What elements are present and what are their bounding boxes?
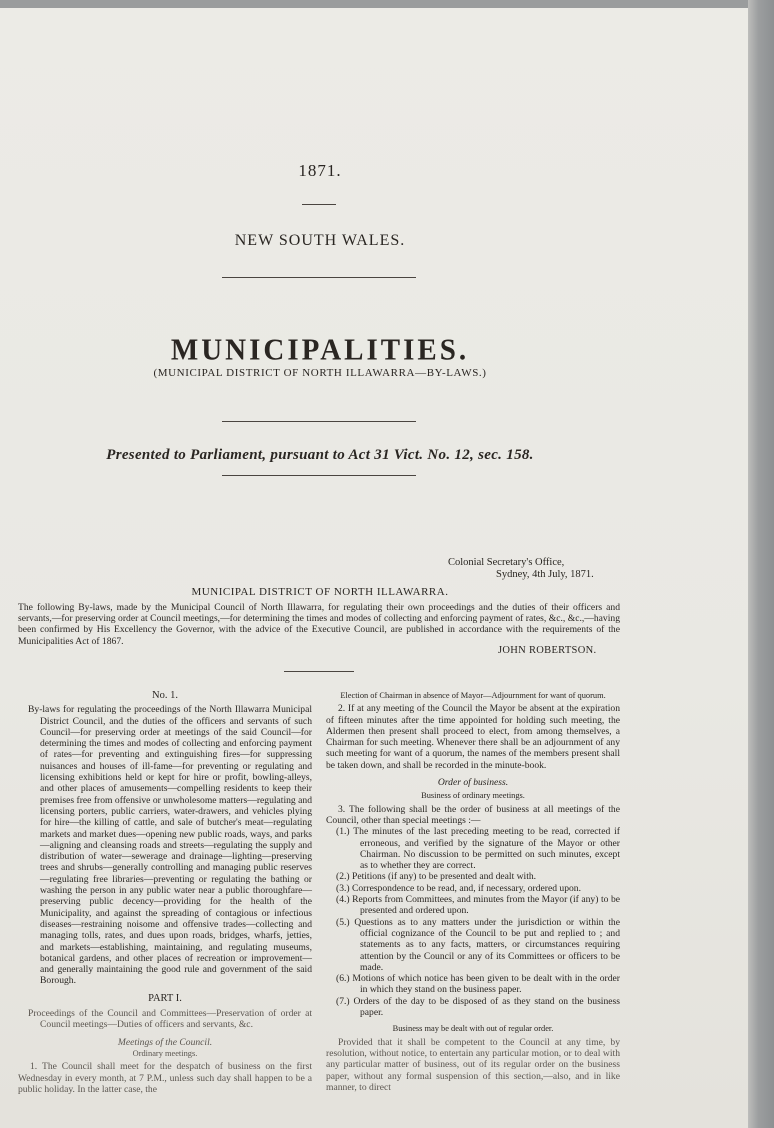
scan-background-top	[0, 0, 774, 8]
presented-line: Presented to Parliament, pursuant to Act 31 Vict. No. 12, sec. 158.	[106, 447, 534, 463]
document-year: 1871.	[298, 161, 342, 180]
document-page	[0, 8, 748, 1128]
list-item: (7.) Orders of the day to be disposed of as they stand on the business paper.	[336, 995, 620, 1019]
section-heading: Election of Chairman in absence of Mayor—Adjournment for want of quorum.	[340, 691, 606, 700]
subsection-heading: Ordinary meetings.	[132, 1048, 198, 1058]
left-column	[18, 690, 312, 1095]
list-item: (6.) Motions of which notice has been given to be dealt with in the order in which they stand on the business paper.	[336, 973, 620, 996]
list-item: (2.) Petitions (if any) to be presented and dealt with.	[336, 871, 537, 883]
office-address	[448, 557, 594, 581]
business-order-list	[326, 826, 620, 1018]
notice-heading: MUNICIPAL DISTRICT OF NORTH ILLAWARRA.	[191, 586, 449, 598]
section-heading: Meetings of the Council.	[117, 1036, 213, 1048]
notice-body: The following By-laws, made by the Municipal Council of North Illawarra, for regulating their own proceedings and the duties of their officers and servants,—for preserving order at Council meetings,—for determining the times and modes of collecting and enforcing payment of rates, &c., &c.,—having been confirmed by His Excellency the Governor, with the advice of the Executive Council, are published in accordance with the requirements of the Municipalities Act of 1867.	[18, 602, 620, 647]
office-line: Colonial Secretary's Office,	[448, 557, 565, 568]
part-heading: PART I.	[148, 992, 182, 1004]
proviso-paragraph: Provided that it shall be competent to the Council at any time, by resolution, without notice, to entertain any particular motion, or to deal with any particular matter of business, out of its regular order on the business paper, without any formal suspension of this section,—also, and in like manner, to direct	[326, 1036, 620, 1093]
list-item: (1.) The minutes of the last preceding meeting to be read, corrected if erroneous, and verified by the signature of the Mayor or other Chairman. No discussion to be permitted on such minutes, except as to whether they are correct.	[336, 826, 620, 872]
list-item: (3.) Correspondence to be read, and, if necessary, ordered upon.	[336, 882, 581, 894]
section-heading: Order of business.	[437, 777, 509, 789]
office-date: Sydney, 4th July, 1871.	[496, 569, 594, 580]
right-column	[326, 690, 620, 1093]
signature: JOHN ROBERTSON.	[498, 645, 597, 656]
paragraph-1: 1. The Council shall meet for the despatch of business on the first Wednesday in every month, at 7 P.M., unless such day shall happen to be a public holiday. In the latter case, the	[18, 1061, 312, 1095]
paragraph-2: 2. If at any meeting of the Council the Mayor be absent at the expiration of fifteen minutes after the time appointed for holding such meeting, the Aldermen then present shall proceed to elect, from among themselves, a Chairman for such meeting. Whenever there shall be an adjournment of any such meeting for want of a quorum, the names of the members present shall be taken down, and shall be recorded in the minute-book.	[326, 703, 620, 771]
divider	[302, 204, 336, 205]
paragraph-3: 3. The following shall be the order of business at all meetings of the Council, other than special meetings :—	[326, 803, 620, 826]
state-heading: NEW SOUTH WALES.	[234, 232, 406, 249]
divider	[222, 277, 416, 278]
bylaws-preamble: By-laws for regulating the proceedings of the North Illawarra Municipal District Council, and the duties of the officers and servants of such Council—for preserving order at meetings of the said Council—for determining the times and modes of collecting and enforcing payment of rates—for preventing and extinguishing fires—for suppressing nuisances and houses of ill-fame—for preventing or regulating and licensing exhibitions held or kept for hire or profit, bowling-alleys, and other places of amusements—compelling residents to keep their premises free from offensive or unwholesome matters—regulating and licensing porters, public carriers, water-drawers, and vehicles plying for hire—the killing of cattle, and sale of butcher's meat—regulating markets and market dues—opening new public roads, ways, and parks—aligning and cleansing roads and streets—regulating the supply and distribution of water—sewerage and drainage—lighting—preserving trees and shrubs—generally controlling and managing public reserves—regulating free libraries—preventing or regulating the bathing or washing the person in any public water near a public thoroughfare—preserving public decency—providing for the health of the Municipality, and against the spreading of contagious or infectious diseases—restraining noisome and offensive trades—collecting and managing tolls, rates, and dues upon roads, bridges, wharfs, jetties, and markets—establishing, maintaining, and regulating museums, botanical gardens, and other places of recreation or improvement—and generally maintaining the good rule and government of the said Borough.	[28, 704, 312, 987]
part-subheading: Proceedings of the Council and Committees—Preservation of order at Council meetings—Duties of officers and servants, &c.	[28, 1008, 312, 1031]
divider	[222, 475, 416, 476]
bylaw-number: No. 1.	[152, 690, 178, 701]
list-item: (4.) Reports from Committees, and minutes from the Mayor (if any) to be presented and ordered upon.	[336, 894, 620, 917]
scan-background-edge	[748, 0, 774, 1128]
divider	[284, 671, 354, 672]
subsection-heading: Business of ordinary meetings.	[421, 791, 525, 801]
document-title: MUNICIPALITIES.	[170, 333, 470, 367]
divider	[222, 421, 416, 422]
list-item: (5.) Questions as to any matters under the jurisdiction or within the official cognizance of the Council to be put and replied to ; and statements as to any facts, matters, or circumstances requiring attention by the Council or any of its Committees or officers to be made.	[336, 916, 620, 973]
document-subtitle: (MUNICIPAL DISTRICT OF NORTH ILLAWARRA—BY-LAWS.)	[153, 367, 487, 379]
subsection-heading: Business may be dealt with out of regular order.	[392, 1024, 554, 1034]
